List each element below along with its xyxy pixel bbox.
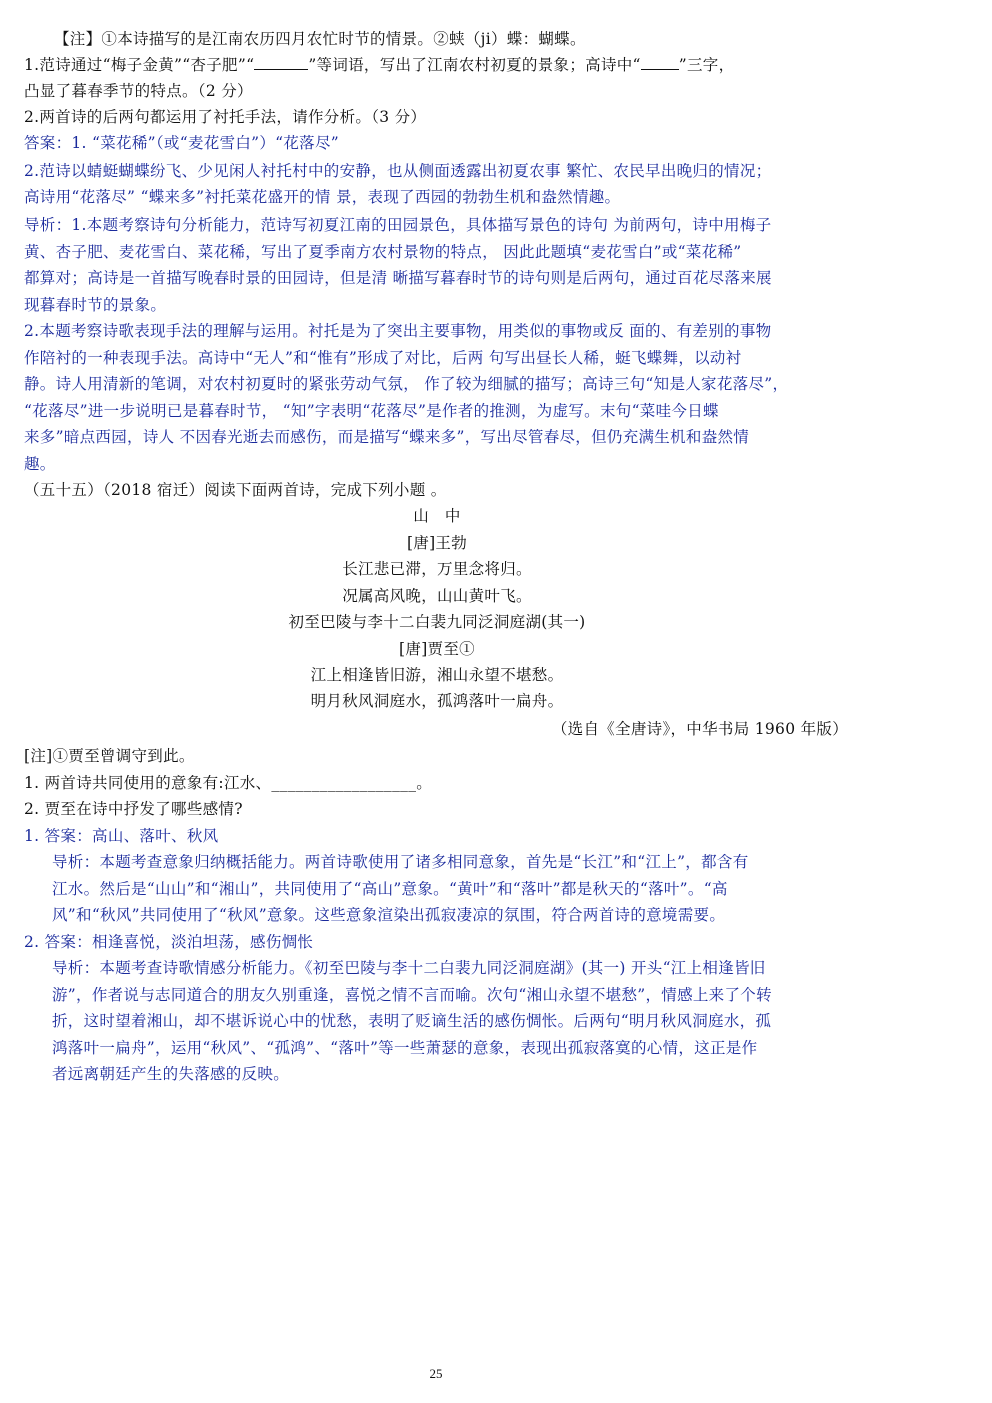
poem-source: （选自《全唐诗》，中华书局 1960 年版） (551, 720, 848, 738)
question-55-1: 1. 两首诗共同使用的意象有:江水、__________________。 (24, 774, 433, 792)
analysis-55-2-line: 鸿落叶一扁舟”，运用“秋风”、“孤鸿”、“落叶”等一些萧瑟的意象，表现出孤寂落寞的心情，这正是作 (52, 1039, 758, 1057)
answer-55-2: 2. 答案：相逢喜悦，淡泊坦荡，感伤惆怅 (24, 933, 314, 951)
analysis-line: 都算对；高诗是一首描写晚春时景的田园诗，但是清 晰描写暮春时节的诗句则是后两句，通过百花尽落来展 (24, 269, 772, 287)
poem-2-line: 江上相逢皆旧游，湘山永望不堪愁。 (310, 666, 564, 684)
analysis-line: 2.本题考察诗歌表现手法的理解与运用。衬托是为了突出主要事物，用类似的事物或反 面的、有差别的事物 (24, 322, 772, 340)
poem-2-author: [唐]贾至① (399, 640, 475, 658)
page-number: 25 (429, 1366, 443, 1381)
intro-note: 【注】①本诗描写的是江南农历四月农忙时节的情景。②蛱（ji）蝶：蝴蝶。 (54, 30, 586, 48)
analysis-line: “花落尽”进一步说明已是暮春时节， “知”字表明“花落尽”是作者的推测，为虚写。末句“菜哇今日蝶 (24, 402, 719, 420)
poem-2-line: 明月秋风洞庭水，孤鸿落叶一扁舟。 (310, 692, 564, 710)
analysis-55-2-line: 导析：本题考查诗歌情感分析能力。《初至巴陵与李十二白裴九同泛洞庭湖》(其一) 开头“江上相逢皆旧 (52, 959, 766, 977)
answer-blank-1 (254, 55, 308, 70)
answer-1: 答案：1. “菜花稀”（或“麦花雪白”）“花落尽” (24, 134, 340, 152)
analysis-55-1-line: 导析：本题考查意象归纳概括能力。两首诗歌使用了诸多相同意象，首先是“长江”和“江上”，都含有 (52, 853, 749, 871)
question-1 (24, 52, 854, 78)
section-heading: （五十五）（2018 宿迁）阅读下面两首诗，完成下列小题 。 (24, 481, 447, 499)
analysis-line: 静。诗人用清新的笔调，对农村初夏时的紧张劳动气氛， 作了较为细腻的描写；高诗三句“知是人家花落尽”， (24, 375, 789, 393)
analysis-line: 导析：1.本题考察诗句分析能力，范诗写初夏江南的田园景色，具体描写景色的诗句 为前两句，诗中用梅子 (24, 216, 772, 234)
poem-1-line: 长江悲已滞，万里念将归。 (342, 560, 532, 578)
question-1-text-c: ”三字， (678, 56, 735, 74)
poem-note: [注]①贾至曾调守到此。 (24, 747, 195, 765)
question-1-text-a: 1.范诗通过“梅子金黄”“杏子肥”“ (24, 56, 255, 74)
analysis-line: 来多”暗点西园，诗人 不因春光逝去而感伤，而是描写“蝶来多”，写出尽管春尽，但仍充满生机和盎然情 (24, 428, 750, 446)
question-1-text-b: ”等词语，写出了江南农村初夏的景象；高诗中“ (308, 56, 641, 74)
answer-2-line-2: 高诗用“花落尽” “蝶来多”衬托菜花盛开的情 景，表现了西园的勃勃生机和盎然情趣。 (24, 188, 621, 206)
poem-2-title: 初至巴陵与李十二白裴九同泛洞庭湖(其一) (288, 613, 586, 631)
analysis-55-2-line: 者远离朝廷产生的失落感的反映。 (52, 1065, 290, 1083)
question-1-line-2: 凸显了暮春季节的特点。（2 分） (24, 82, 253, 100)
analysis-line: 作陪衬的一种表现手法。高诗中“无人”和“惟有”形成了对比，后两 句写出昼长人稀，蜓飞蝶舞，以动衬 (24, 349, 742, 367)
analysis-55-2-line: 折，这时望着湘山，却不堪诉说心中的忧愁，表明了贬谪生活的感伤惆怅。后两句“明月秋风洞庭水，孤 (52, 1012, 772, 1030)
analysis-line: 趣。 (24, 455, 56, 473)
answer-blank-2 (641, 55, 679, 70)
analysis-55-2-line: 游”，作者说与志同道合的朋友久别重逢，喜悦之情不言而喻。次句“湘山永望不堪愁”，情感上来了个转 (52, 986, 772, 1004)
question-55-2: 2. 贾至在诗中抒发了哪些感情? (24, 800, 243, 818)
analysis-55-1-line: 风”和“秋风”共同使用了“秋风”意象。这些意象渲染出孤寂凄凉的氛围，符合两首诗的意境需要。 (52, 906, 726, 924)
poem-1-title: 山 中 (413, 507, 461, 525)
analysis-line: 现暮春时节的景象。 (24, 296, 167, 314)
poem-1-line: 况属高风晚，山山黄叶飞。 (342, 587, 532, 605)
analysis-55-1-line: 江水。然后是“山山”和“湘山”，共同使用了“高山”意象。“黄叶”和“落叶”都是秋天的“落叶”。“高 (52, 880, 728, 898)
analysis-line: 黄、杏子肥、麦花雪白、菜花稀，写出了夏季南方农村景物的特点， 因此此题填“麦花雪白”或“菜花稀” (24, 243, 742, 261)
answer-2-line-1: 2.范诗以蜻蜓蝴蝶纷飞、少见闲人衬托村中的安静，也从侧面透露出初夏农事 繁忙、农民早出晚归的情况； (24, 162, 772, 180)
question-2: 2.两首诗的后两句都运用了衬托手法，请作分析。（3 分） (24, 108, 427, 126)
poem-1-author: [唐]王勃 (406, 534, 468, 552)
answer-55-1: 1. 答案：高山、落叶、秋风 (24, 827, 219, 845)
